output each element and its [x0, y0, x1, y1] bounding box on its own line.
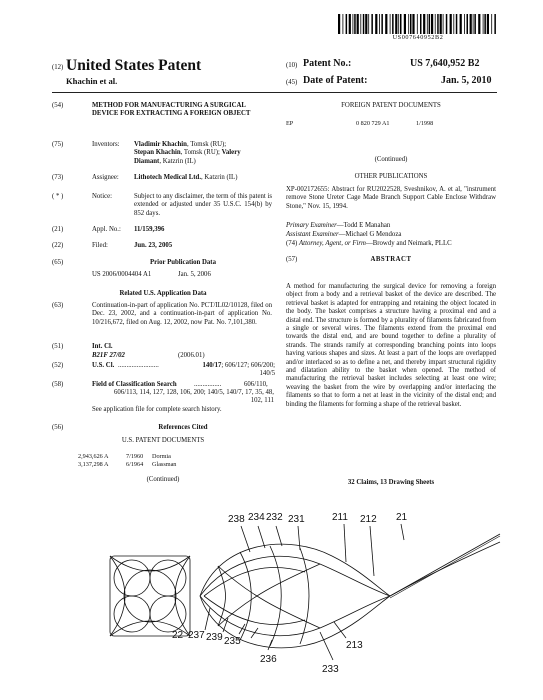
- basket-drawing: [100, 500, 520, 690]
- doc-date: 6/1964: [126, 461, 144, 468]
- code-12: (12): [52, 64, 64, 71]
- abstract-text: A method for manufacturing the surgical device for removing a foreign object from a body and a retrieval basket of the device are described. The retrieval basket is adapted for entrapping and retaining the object located in the body. The basket comprises a structure having a proximal end and a distal end. The structure is formed by a plurality of filaments fabricated from a single or several wires. The filaments extend from the proximal end towards the distal end, and are bound together to define a plurality of strands. The strands ramify at corresponding branching points into loops having various shapes and sizes. At least a part of the loops are overlapped and/or interlaced so as to define a net, and thereby impart structural rigidity and dilatation ability to the basket when opened. The method of manufacturing the retrieval basket includes selecting at least one wire; weaving the basket from the wire by overlapping and/or interlacing the filaments so that to form a net at least in the vicinity of the distal end; and binding the filaments for forming a shape of the retrieval basket.: [286, 283, 496, 408]
- assignee-label: Assignee:: [92, 174, 119, 181]
- inventor-short: Khachin et al.: [66, 76, 118, 86]
- ref-label-22: 22: [172, 630, 184, 641]
- patent-title: METHOD FOR MANUFACTURING A SURGICAL DEVICE FOR EXTRACTING A FOREIGN OBJECT: [92, 102, 251, 118]
- code-21: (21): [52, 226, 64, 233]
- appl-no: 11/159,396: [134, 226, 165, 233]
- code-63: (63): [52, 302, 64, 309]
- related-text: Continuation-in-part of application No. PCT/IL02/10128, filed on Dec. 23, 2002, and a continuation-in-part of application No. 10/216,672, filed on Aug. 12, 2002, now Pat. No. 7,101,380.: [92, 302, 272, 326]
- uscl-primary: 140/17: [202, 362, 222, 369]
- us-docs-heading: U.S. PATENT DOCUMENTS: [121, 437, 205, 444]
- inventor-3-first: Valery: [221, 149, 241, 157]
- ref-label-233: 233: [322, 664, 339, 675]
- ref-label-234: 234: [248, 512, 265, 523]
- field-text: 606/113, 114, 127, 128, 106, 200; 140/5, 140/7, 17, 35, 48, 102, 111: [114, 389, 274, 405]
- uscl-dots: ........................: [118, 362, 159, 369]
- ref-label-239: 239: [206, 632, 223, 643]
- barcode-number: US007640952B2: [392, 34, 444, 41]
- uscl-value: [193, 362, 275, 379]
- assignee-loc: , Katzrin (IL): [201, 174, 238, 181]
- doc-number: 3,137,298 A: [78, 461, 109, 468]
- foreign-number: 0 820 729 A1: [356, 120, 390, 127]
- foreign-heading: FOREIGN PATENT DOCUMENTS: [341, 102, 441, 109]
- doc-name: Dormia: [152, 453, 171, 460]
- patent-no: US 7,640,952 B2: [410, 58, 480, 69]
- related-heading: Related U.S. Application Data: [119, 290, 207, 297]
- doc-date: 7/1960: [126, 453, 144, 460]
- assistant-examiner: [286, 231, 401, 239]
- code-58: (58): [52, 381, 64, 388]
- code-notice: ( * ): [52, 193, 64, 200]
- appl-label: Appl. No.:: [92, 226, 121, 233]
- inventor-2-name: Stepan Khachin: [134, 149, 181, 157]
- inventor-2-loc: , Tomsk (RU);: [180, 149, 220, 157]
- inventor-3-loc: , Katzrin (IL): [159, 157, 196, 165]
- assistant-examiner-label: Assistant Examiner: [286, 231, 339, 238]
- refs-heading: References Cited: [158, 424, 208, 431]
- claims-line: 32 Claims, 13 Drawing Sheets: [347, 479, 435, 486]
- barcode-graphic: [338, 14, 498, 34]
- doc-number: 2,943,626 A: [78, 453, 109, 460]
- code-22: (22): [52, 242, 64, 249]
- field-label: Field of Classification Search: [92, 381, 177, 388]
- assistant-examiner-name: —Michael G Mendoza: [338, 231, 402, 238]
- primary-examiner-label: Primary Examiner: [286, 222, 337, 229]
- inventor-1-name: Vladimir Khachin: [134, 141, 187, 148]
- code-54: (54): [52, 102, 64, 109]
- patent-no-label: Patent No.:: [303, 58, 352, 69]
- code-52: (52): [52, 362, 64, 369]
- header-rule: [52, 92, 497, 93]
- basket-end-view: [110, 556, 190, 636]
- filed-label: Filed:: [92, 242, 108, 249]
- code-73: (73): [52, 174, 64, 181]
- attorney-name: —Browdy and Neimark, PLLC: [365, 240, 452, 247]
- field-see: See application file for complete search history.: [92, 406, 222, 413]
- code-51: (51): [52, 343, 64, 350]
- ref-label-211: 211: [332, 512, 348, 523]
- code-57: (57): [286, 256, 298, 263]
- patent-date: Jan. 5, 2010: [441, 75, 492, 86]
- other-text: XP-002172655: Abstract for RU2022528, Sveshnikov, A. et al, "instrument remove Stone Ureter Cage Made Branch Support Cable Enclose Withdraw Stone," Nov. 15, 1994.: [286, 186, 496, 210]
- ref-label-232: 232: [266, 512, 283, 523]
- foreign-country: EP: [286, 120, 294, 127]
- ref-label-237: 237: [188, 630, 205, 641]
- prior-date: Jan. 5, 2006: [178, 271, 211, 278]
- code-56: (56): [52, 424, 64, 431]
- intcl-date: (2006.01): [178, 352, 205, 359]
- attorney-label: Attorney, Agent, or Firm: [299, 240, 366, 247]
- ref-label-21: 21: [396, 512, 408, 523]
- right-continued: (Continued): [374, 156, 408, 163]
- uscl-label: U.S. Cl.: [92, 362, 115, 369]
- prior-heading: Prior Publication Data: [150, 259, 216, 266]
- ref-label-235: 235: [224, 636, 241, 647]
- basket-side-view: [200, 534, 500, 648]
- date-label: Date of Patent:: [303, 75, 368, 86]
- barcode: [338, 14, 498, 34]
- inventors-label: Inventors:: [92, 141, 120, 148]
- ref-label-212: 212: [360, 514, 377, 525]
- field-dots: ................: [194, 381, 222, 388]
- inventor-3-last: Diamant: [134, 157, 160, 165]
- code-75: (75): [52, 141, 64, 148]
- intcl-label: Int. Cl.: [92, 343, 113, 350]
- doc-name: Glassman: [152, 461, 177, 468]
- intcl-class: B21F 27/02: [92, 352, 125, 359]
- abstract-heading: ABSTRACT: [370, 256, 412, 263]
- primary-examiner-name: —Todd E Manahan: [336, 222, 391, 229]
- inventor-1-loc: , Tomsk (RU);: [186, 141, 227, 148]
- ref-label-238: 238: [228, 514, 245, 525]
- inventors-list: [134, 141, 284, 166]
- prior-pub: US 2006/0004404 A1: [92, 271, 152, 278]
- code-10: (10): [286, 62, 298, 69]
- code-45: (45): [286, 79, 298, 86]
- representative-figure: [100, 500, 520, 690]
- foreign-date: 1/1998: [416, 120, 434, 127]
- primary-examiner: [286, 222, 390, 230]
- assignee-value: [134, 174, 237, 182]
- field-first: 606/110,: [244, 381, 268, 388]
- notice-text: Subject to any disclaimer, the term of this patent is extended or adjusted under 35 U.S.C. 154(b) by 852 days.: [134, 193, 272, 217]
- filed-date: Jun. 23, 2005: [134, 242, 173, 249]
- other-heading: OTHER PUBLICATIONS: [354, 173, 428, 180]
- ref-label-213: 213: [346, 640, 363, 651]
- notice-label: Notice:: [92, 193, 113, 200]
- patent-type: United States Patent: [66, 57, 202, 74]
- left-continued: (Continued): [146, 476, 180, 483]
- uscl-secondary: ; 606/127; 606/200; 140/5: [221, 362, 275, 378]
- ref-label-236: 236: [260, 654, 277, 665]
- attorney-code: (74): [286, 240, 298, 247]
- assignee-name: Lithotech Medical Ltd.: [134, 174, 202, 181]
- ref-label-231: 231: [288, 514, 305, 525]
- code-65: (65): [52, 259, 64, 266]
- attorney: [286, 240, 452, 248]
